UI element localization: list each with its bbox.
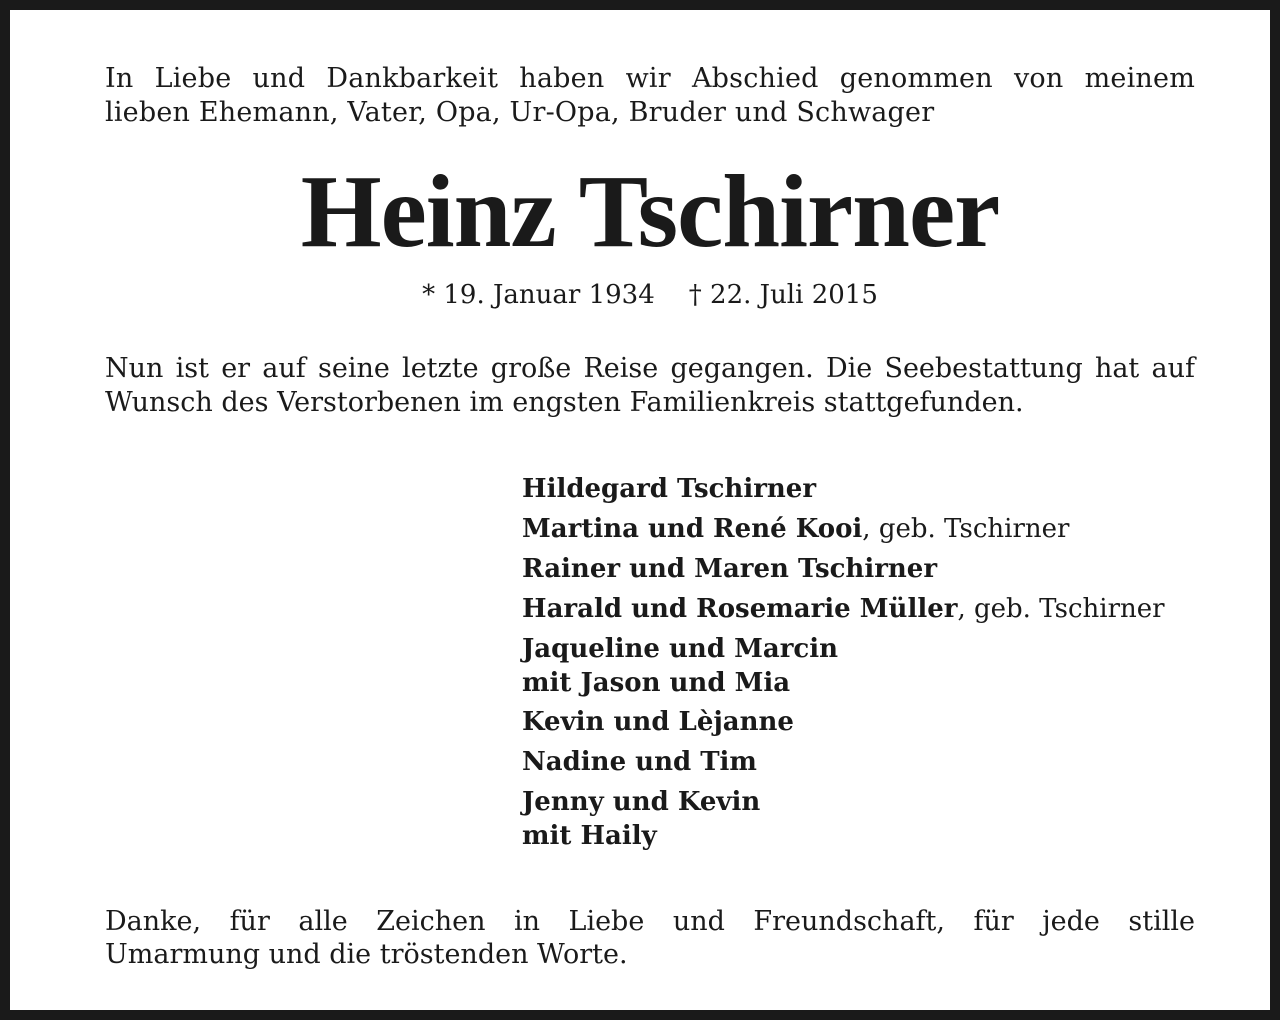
family-suffix: , geb. Tschirner [862, 514, 1070, 544]
family-name: mit Jason und Mia [522, 668, 791, 698]
family-name: Nadine und Tim [522, 747, 757, 777]
thanks-line-1: Danke, für alle Zeichen in Liebe und Freundschaft, für jede stille [105, 906, 1195, 937]
family-list [522, 472, 1202, 858]
message-text [105, 352, 1195, 420]
life-dates [10, 278, 1280, 312]
message-line-1: Nun ist er auf seine letzte große Reise gegangen. Die Seebestattung hat auf [105, 353, 1195, 384]
family-entry [522, 472, 1202, 507]
family-name: Hildegard Tschirner [522, 474, 817, 504]
family-suffix: , geb. Tschirner [957, 594, 1165, 624]
deceased-name: Heinz Tschirner [300, 154, 1000, 269]
family-entry [522, 705, 1202, 740]
family-name: Jenny und Kevin [522, 787, 761, 817]
thanks-line-2: Umarmung und die tröstenden Worte. [105, 939, 628, 970]
thanks-text [105, 905, 1195, 971]
family-name: Harald und Rosemarie Müller [522, 594, 958, 624]
family-entry [522, 632, 1202, 700]
family-name: Kevin und Lèjanne [522, 707, 794, 737]
intro-text [105, 62, 1195, 130]
family-name: Martina und René Kooi [522, 514, 863, 544]
intro-line-2: lieben Ehemann, Vater, Opa, Ur-Opa, Bruder und Schwager [105, 97, 935, 128]
birth-date: * 19. Januar 1934 [422, 280, 655, 310]
death-date: † 22. Juli 2015 [688, 280, 878, 310]
family-entry [522, 745, 1202, 780]
family-entry [522, 552, 1202, 587]
family-entry [522, 592, 1202, 627]
message-line-2: Wunsch des Verstorbenen im engsten Familienkreis stattgefunden. [105, 387, 1024, 418]
family-name: Rainer und Maren Tschirner [522, 554, 938, 584]
family-entry [522, 785, 1202, 853]
intro-line-1: In Liebe und Dankbarkeit haben wir Abschied genommen von meinem [105, 63, 1195, 94]
family-name: Jaqueline und Marcin [522, 634, 838, 664]
family-entry [522, 512, 1202, 547]
family-name: mit Haily [522, 821, 657, 851]
